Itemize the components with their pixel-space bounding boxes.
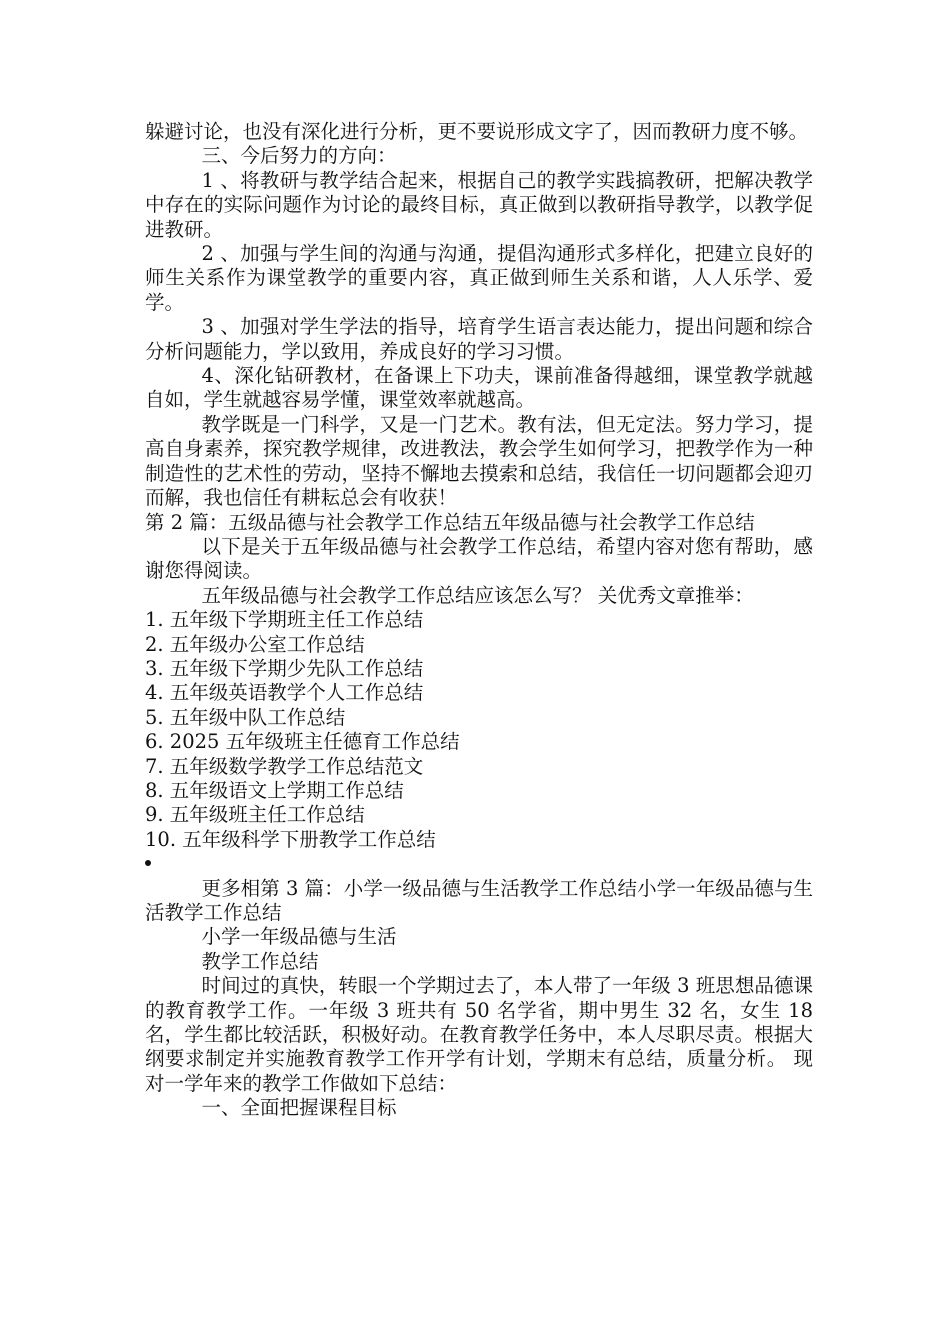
section-heading: 一、全面把握课程目标 bbox=[201, 1096, 397, 1120]
list-item: 10. 五年级科学下册教学工作总结 bbox=[145, 827, 436, 851]
paragraph: 1 、将教研与教学结合起来，根据自己的教学实践搞教研，把解决教学中存在的实际问题作为讨论的最终目标，真正做到以教研指导教学，以教学促进教研。 bbox=[145, 168, 813, 241]
section-heading: 三、今后努力的方向： bbox=[201, 144, 397, 168]
list-item: 8. 五年级语文上学期工作总结 bbox=[145, 778, 404, 802]
list-item: 1. 五年级下学期班主任工作总结 bbox=[145, 608, 424, 632]
bullet-dot-icon bbox=[145, 860, 151, 866]
paragraph: 五年级品德与社会教学工作总结应该怎么写？ 关优秀文章推举： bbox=[201, 583, 754, 607]
document-page bbox=[145, 120, 813, 1121]
article-title: 第 2 篇：五级品德与社会教学工作总结五年级品德与社会教学工作总结 bbox=[145, 510, 755, 534]
list-item: 7. 五年级数学教学工作总结范文 bbox=[145, 754, 424, 778]
bullet-point bbox=[145, 852, 813, 876]
list-item: 3. 五年级下学期少先队工作总结 bbox=[145, 656, 424, 680]
paragraph: 以下是关于五年级品德与社会教学工作总结，希望内容对您有帮助，感谢您得阅读。 bbox=[145, 534, 813, 583]
paragraph: 2 、加强与学生间的沟通与沟通，提倡沟通形式多样化，把建立良好的师生关系作为课堂教学的重要内容，真正做到师生关系和谐，人人乐学、爱学。 bbox=[145, 242, 813, 314]
list-item: 2. 五年级办公室工作总结 bbox=[145, 632, 365, 656]
list-item: 5. 五年级中队工作总结 bbox=[145, 705, 346, 729]
article-title: 更多相第 3 篇：小学一级品德与生活教学工作总结小学一年级品德与生活教学工作总结 bbox=[145, 876, 813, 924]
paragraph: 躲避讨论，也没有深化进行分析，更不要说形成文字了，因而教研力度不够。 bbox=[145, 120, 809, 143]
subtitle: 教学工作总结 bbox=[201, 949, 319, 973]
paragraph: 4、深化钻研教材，在备课上下功夫，课前准备得越细，课堂教学就越自如，学生就越容易学懂，课堂效率就越高。 bbox=[145, 364, 813, 412]
subtitle: 小学一年级品德与生活 bbox=[201, 925, 397, 949]
paragraph: 教学既是一门科学，又是一门艺术。教有法，但无定法。努力学习，提高自身素养，探究教学规律，改进教法，教会学生如何学习，把教学作为一种制造性的艺术性的劳动，坚持不懈地去摸索和总结，我信任一切问题都会迎刃而解，我也信任有耕耘总会有收获！ bbox=[145, 412, 813, 510]
paragraph: 3 、加强对学生学法的指导，培育学生语言表达能力，提出问题和综合分析问题能力，学以致用，养成良好的学习习惯。 bbox=[145, 315, 813, 363]
paragraph: 时间过的真快，转眼一个学期过去了，本人带了一年级 3 班思想品德课的教育教学工作。一年级 3 班共有 50 名学省，期中男生 32 名，女生 18 名，学生都比较活跃，积极好动。在教育教学任务中，本人尽职尽责。根据大纲要求制定并实施教育教学工作开学有计划，学期末有总结，质量分析。 现对一学年来的教学工作做如下总结： bbox=[145, 974, 813, 1095]
list-item: 6. 2025 五年级班主任德育工作总结 bbox=[145, 730, 460, 754]
list-item: 9. 五年级班主任工作总结 bbox=[145, 803, 365, 827]
list-item: 4. 五年级英语教学个人工作总结 bbox=[145, 681, 424, 705]
